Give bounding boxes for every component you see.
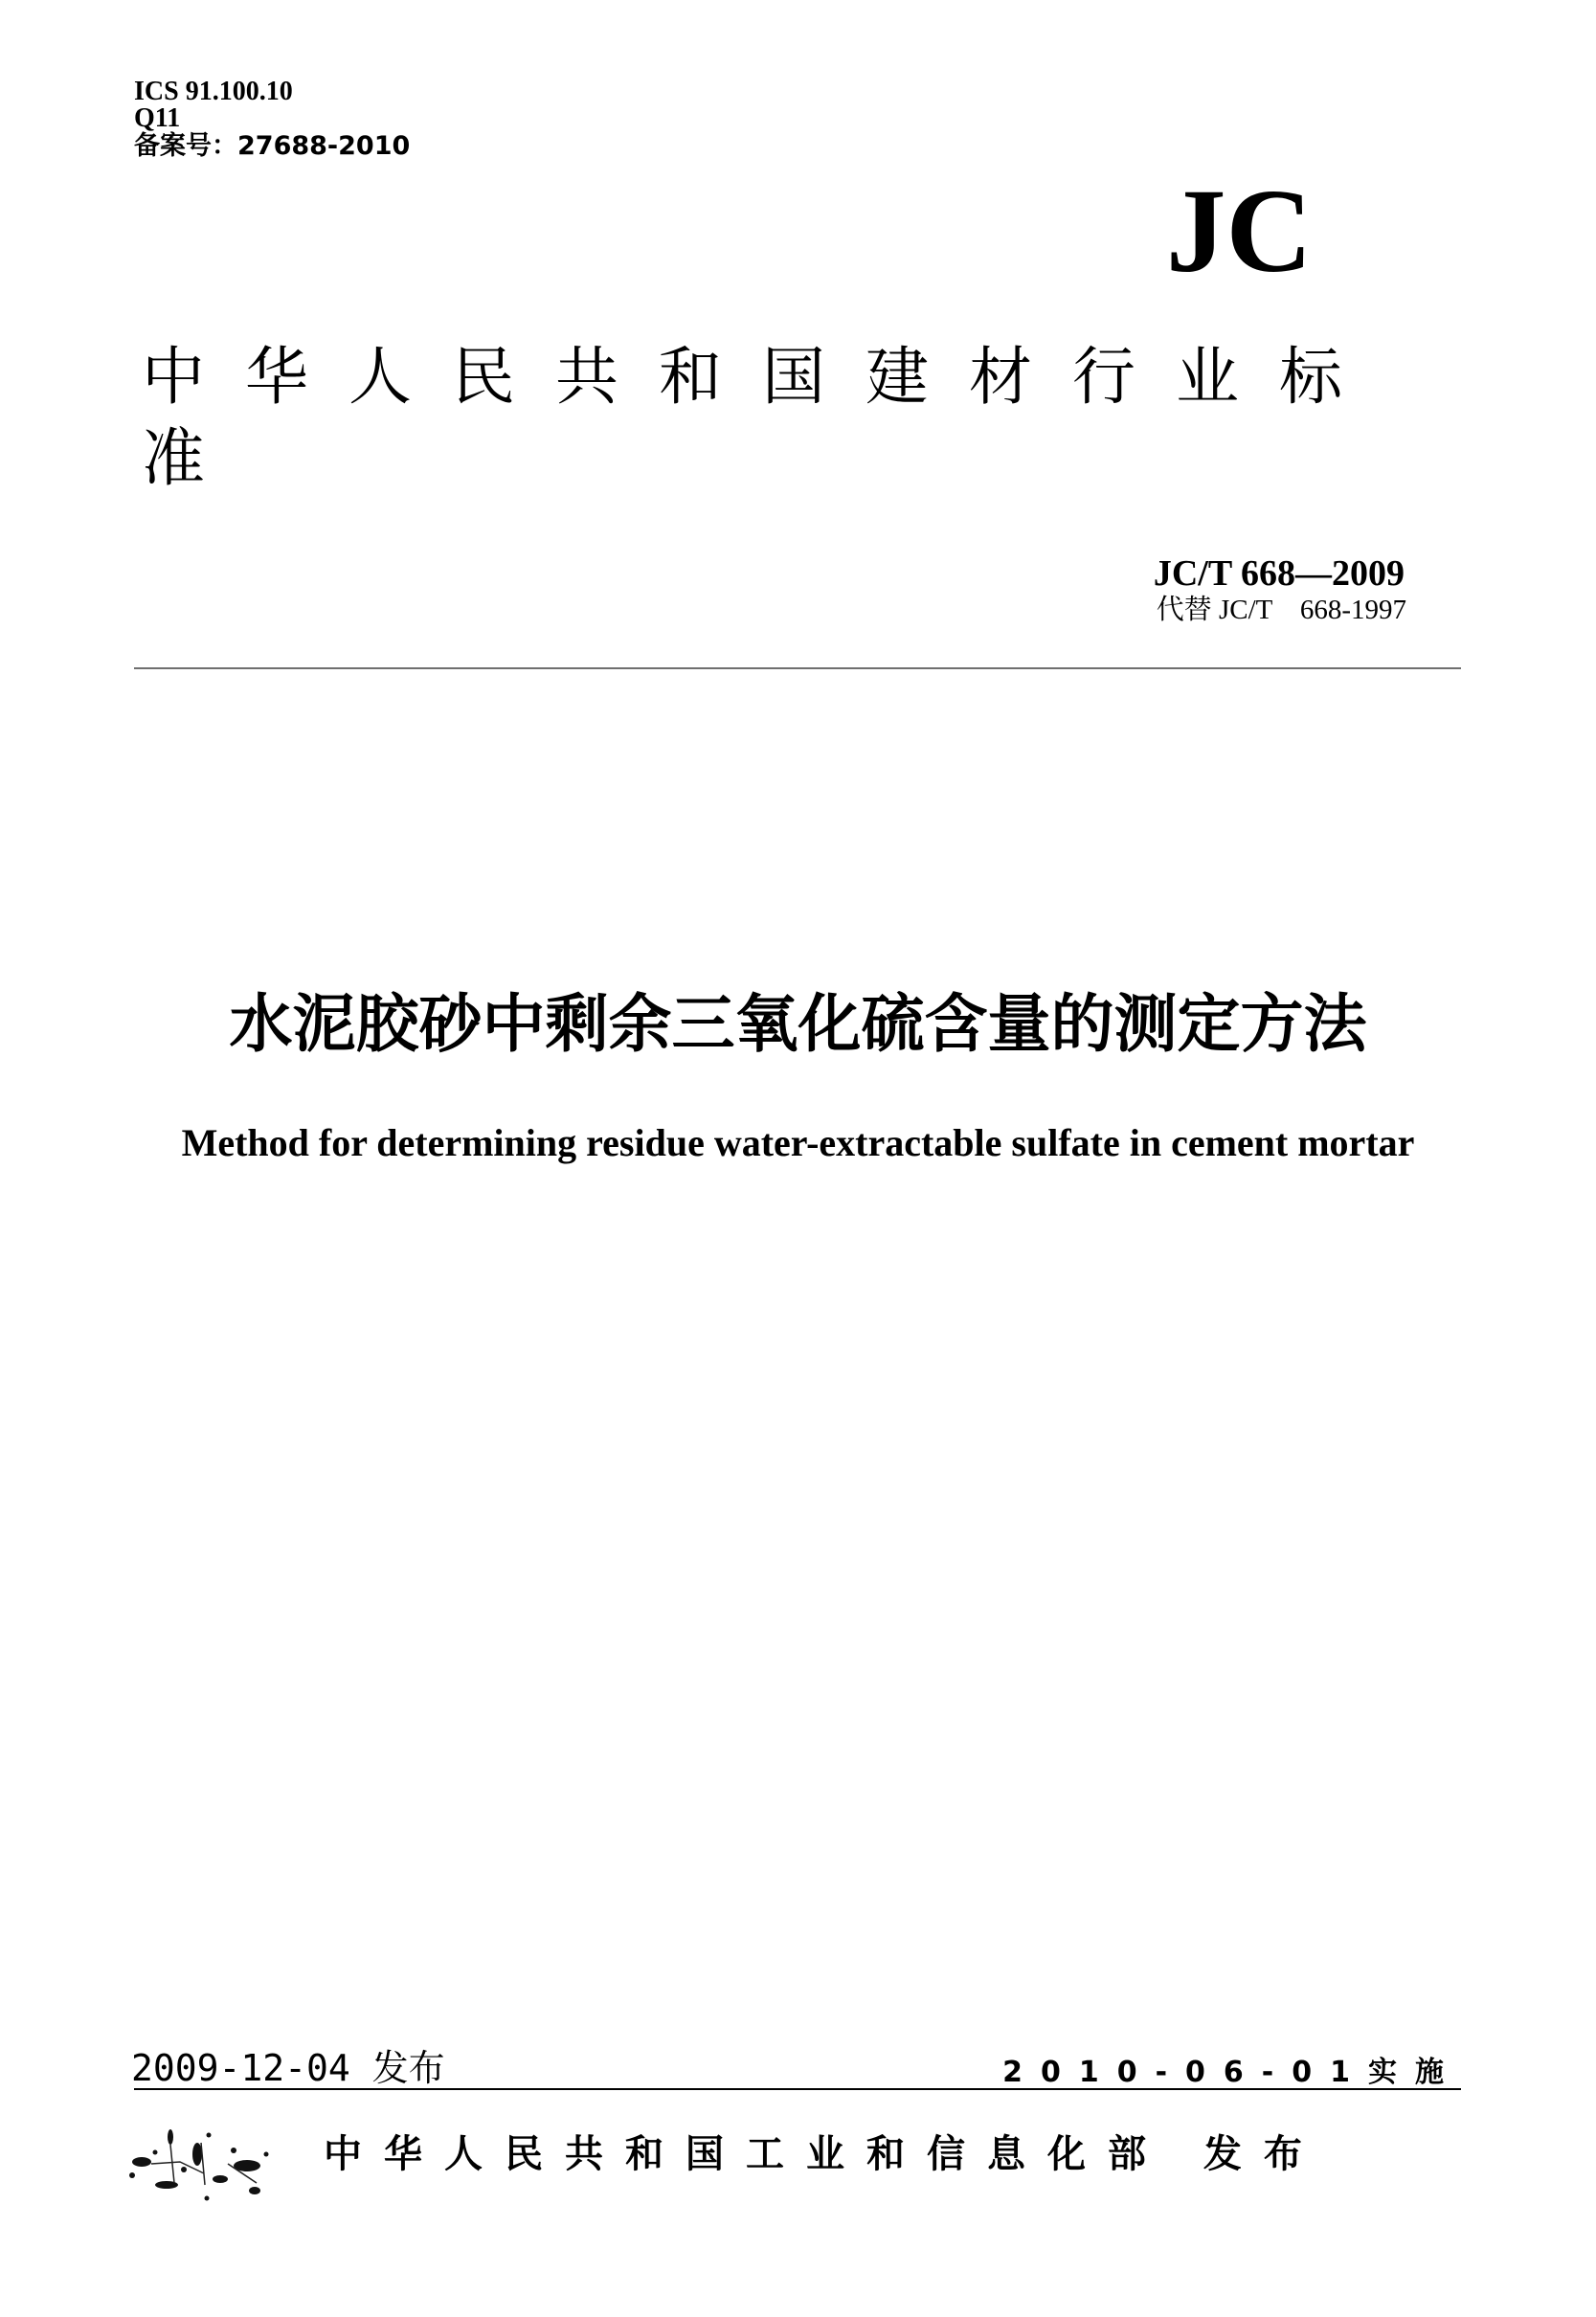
top-divider <box>134 667 1461 669</box>
bottom-divider <box>134 2088 1461 2090</box>
filing-number: 备案号：27688-2010 <box>134 131 411 161</box>
issue-date: 2009-12-04 发布 <box>131 2047 445 2089</box>
ccs-code: Q11 <box>134 103 181 133</box>
issuer: 中华人民共和国工业和信息化部 发布 <box>324 2132 1324 2176</box>
standard-number: JC/T 668—2009 <box>1153 553 1405 594</box>
english-title: Method for determining residue water-extractable sulfate in cement mortar <box>181 1121 1415 1164</box>
ics-code: ICS 91.100.10 <box>134 77 293 106</box>
standard-type-line1: 中华人民共和国建材行业标 <box>142 340 1382 414</box>
chinese-title: 水泥胶砂中剩余三氧化硫含量的测定方法 <box>229 987 1367 1061</box>
standard-mark: JC <box>1166 166 1313 298</box>
emblem-icon <box>113 2116 285 2212</box>
replaces-standard: 代替 JC/T 668-1997 <box>1156 595 1406 625</box>
standard-type-line2: 准 <box>142 421 205 495</box>
implementation-date: 2010-06-01实施 <box>1002 2056 1462 2089</box>
